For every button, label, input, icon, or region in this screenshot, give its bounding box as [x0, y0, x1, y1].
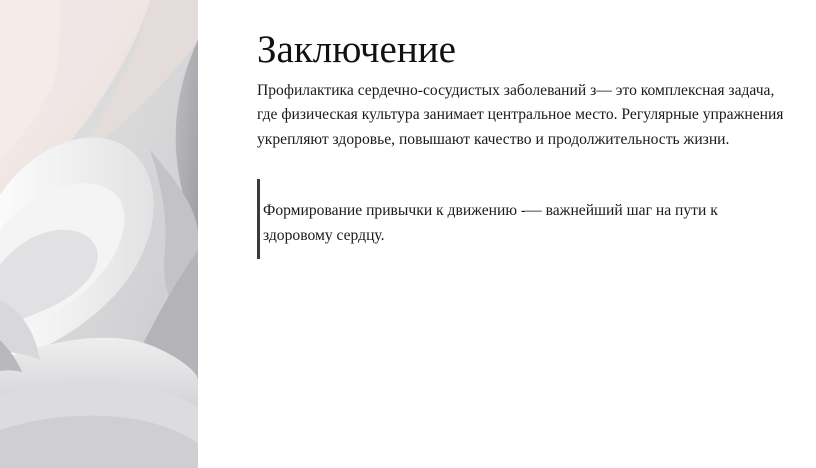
decorative-paper-heart-image	[0, 0, 198, 468]
conclusion-paragraph: Профилактика сердечно-сосудистых заболеваний з— это комплексная задача, где физическая культура занимает центральное место. Регулярные упражнения укрепляют здоровье, повышают качество и продолжительность жизни.	[257, 82, 784, 148]
quote-text: Формирование привычки к движению -— важнейший шаг на пути к здоровому сердцу.	[263, 202, 718, 244]
page-title: Заключение	[257, 28, 456, 71]
quote-block	[257, 179, 777, 259]
quote-bar	[257, 179, 260, 259]
